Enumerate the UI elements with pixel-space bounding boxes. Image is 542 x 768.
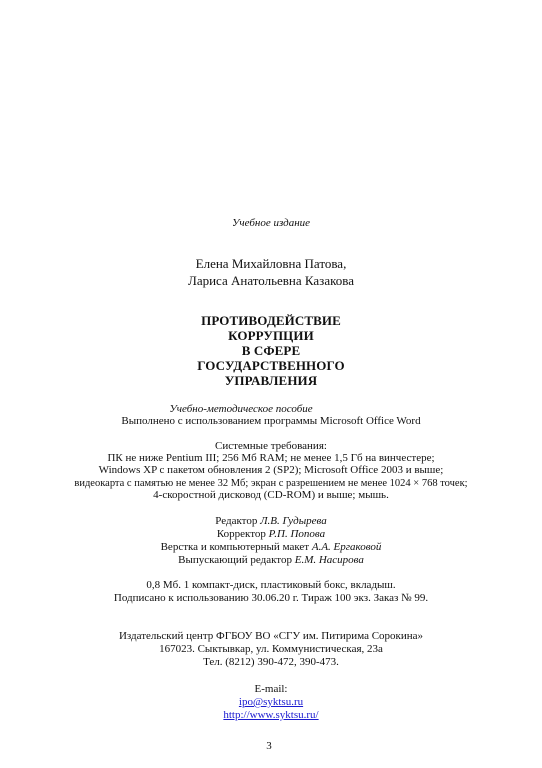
title-line-5: УПРАВЛЕНИЯ — [224, 373, 318, 388]
credit-role: Выпускающий редактор — [178, 554, 295, 566]
website-link[interactable]: http://www.syktsu.ru/ — [223, 709, 319, 721]
edition-type: Учебное издание — [231, 217, 311, 229]
email-row — [0, 696, 542, 709]
credit-editor — [0, 515, 542, 528]
requirements-line-2: Windows XP с пакетом обновления 2 (SP2); Microsoft Office 2003 и выше; — [98, 464, 444, 476]
publisher-name: Издательский центр ФГБОУ ВО «СГУ им. Питирима Сорокина» — [118, 630, 424, 642]
requirements-line-4: 4-скоростной дисковод (CD-ROM) и выше; мышь. — [153, 489, 389, 501]
publisher-phone: Тел. (8212) 390-472, 390-473. — [203, 656, 339, 668]
publication-media: 0,8 Мб. 1 компакт-диск, пластиковый бокс, вкладыш. — [146, 579, 396, 591]
title-line-3: В СФЕРЕ — [241, 343, 301, 358]
credit-layout — [0, 541, 542, 554]
title-line-4: ГОСУДАРСТВЕННОГО — [197, 358, 345, 373]
publisher-address: 167023. Сыктывкар, ул. Коммунистическая, 23а — [159, 643, 383, 655]
credit-role: Корректор — [216, 528, 269, 540]
author-1: Елена Михайловна Патова, — [195, 256, 347, 271]
credit-role: Верстка и компьютерный макет — [160, 541, 312, 553]
email-link[interactable]: ipo@syktsu.ru — [238, 696, 304, 708]
credit-managing-editor — [0, 554, 542, 567]
page-number: 3 — [266, 741, 272, 749]
title-line-1: ПРОТИВОДЕЙСТВИЕ — [201, 313, 341, 328]
publication-signed: Подписано к использованию 30.06.20 г. Тираж 100 экз. Заказ № 99. — [113, 592, 429, 604]
title-line-2: КОРРУПЦИИ — [228, 328, 314, 343]
credit-name: Л.В. Гудырева — [260, 515, 327, 527]
requirements-line-3: видеокарта с памятью не менее 32 Мб; экран с разрешением не менее 1024 × 768 точек; — [74, 478, 468, 489]
credit-name: Е.М. Насирова — [294, 554, 364, 566]
website-row — [0, 709, 542, 722]
credit-name: Р.П. Попова — [268, 528, 326, 540]
credit-name: А.А. Ергаковой — [311, 541, 382, 553]
requirements-line-1: ПК не ниже Pentium III; 256 Мб RAM; не менее 1,5 Гб на винчестере; — [107, 452, 435, 464]
email-label: E-mail: — [254, 683, 288, 695]
software-note: Выполнено с использованием программы Microsoft Office Word — [121, 415, 421, 427]
author-2: Лариса Анатольевна Казакова — [188, 273, 354, 288]
credit-proofreader — [0, 528, 542, 541]
subtitle: Учебно-методическое пособие — [169, 403, 313, 415]
credit-role: Редактор — [215, 515, 261, 527]
requirements-heading: Системные требования: — [215, 440, 327, 452]
